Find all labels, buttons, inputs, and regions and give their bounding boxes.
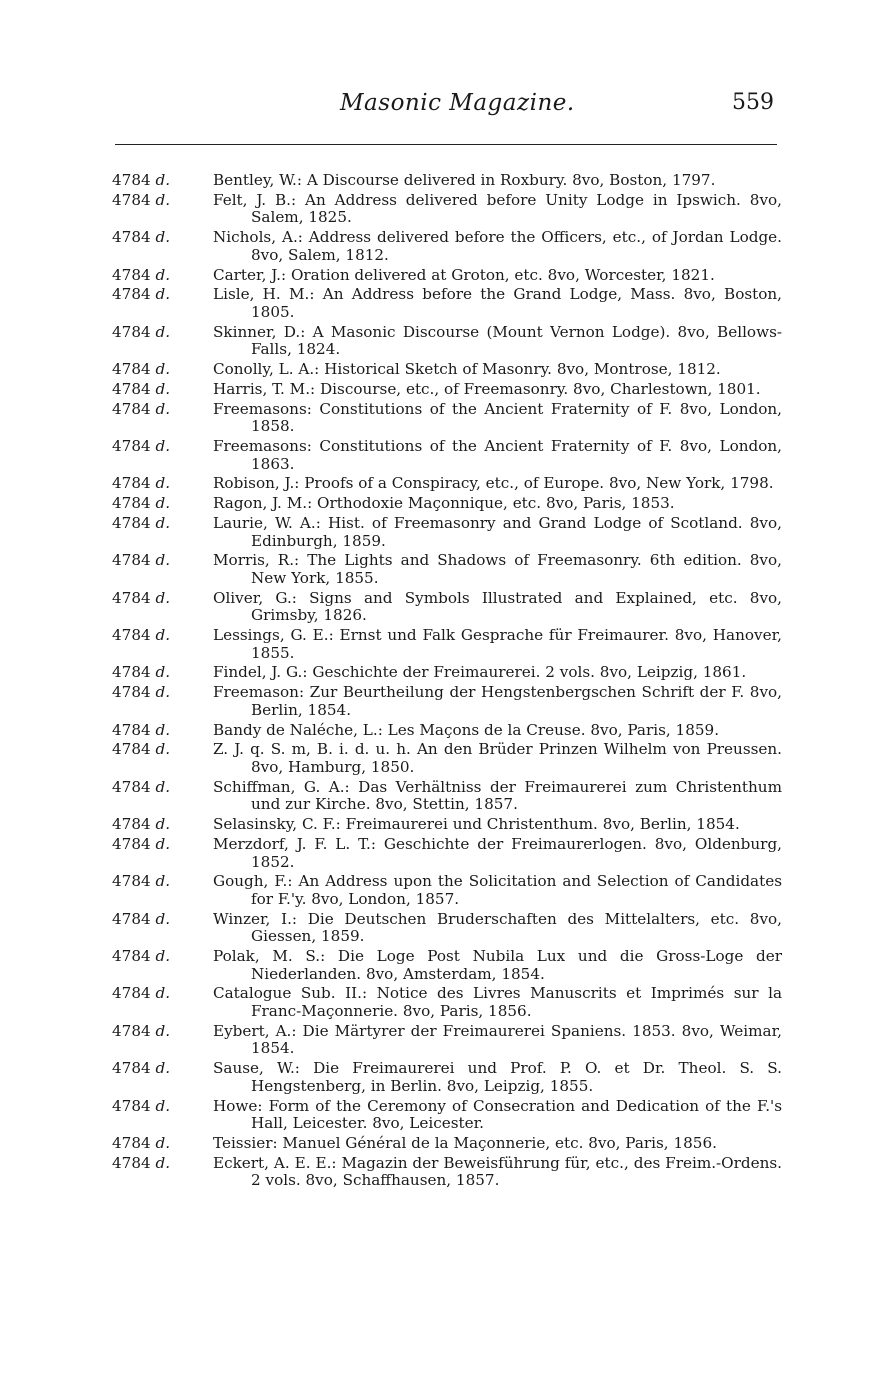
entry-number — [112, 911, 202, 929]
entry-number — [112, 324, 202, 342]
entry-number-value: 4784 — [112, 437, 151, 455]
entry-number-value: 4784 — [112, 513, 151, 532]
catalogue-entry — [112, 515, 782, 550]
entry-text: Bentley, W.: A Discourse delivered in Roxbury. 8vo, Boston, 1797. — [213, 171, 716, 189]
entry-number-suffix: d. — [155, 872, 171, 891]
entry-text: Robison, J.: Proofs of a Conspiracy, etc., of Europe. 8vo, New York, 1798. — [213, 474, 774, 493]
entry-number — [112, 192, 202, 210]
catalogue-entry — [112, 401, 782, 436]
entry-number — [112, 985, 202, 1003]
entry-number-suffix: d. — [155, 474, 171, 493]
entry-number-value: 4784 — [112, 285, 151, 304]
entry-number-value: 4784 — [112, 663, 151, 682]
entry-text: Howe: Form of the Ceremony of Consecration and Dedication of the F.'s Hall, Leicester. 8vo, Leicester. — [213, 1096, 782, 1133]
entry-number — [112, 816, 202, 834]
entry-text: Selasinsky, C. F.: Freimaurerei und Christenthum. 8vo, Berlin, 1854. — [213, 815, 740, 834]
entry-number-value: 4784 — [112, 228, 151, 247]
entry-number-suffix: d. — [155, 285, 171, 304]
entry-number — [112, 286, 202, 304]
catalogue-entry — [112, 1155, 782, 1190]
catalogue-entry — [112, 475, 782, 493]
entry-number-value: 4784 — [112, 1133, 151, 1152]
entry-number — [112, 172, 202, 190]
entry-number-value: 4784 — [112, 171, 151, 189]
entry-number-value: 4784 — [112, 588, 151, 607]
entry-text: Felt, J. B.: An Address delivered before Unity Lodge in Ipswich. 8vo, Salem, 1825. — [213, 190, 782, 227]
entry-number — [112, 684, 202, 702]
entry-number-suffix: d. — [155, 777, 171, 796]
entry-number — [112, 948, 202, 966]
entry-number — [112, 495, 202, 513]
entry-number — [112, 873, 202, 891]
catalogue-entry — [112, 192, 782, 227]
entry-text: Z. J. q. S. m, B. i. d. u. h. An den Brüder Prinzen Wilhelm von Preussen. 8vo, Hamburg, 1850. — [213, 740, 782, 776]
entry-number — [112, 741, 202, 759]
entry-text: Conolly, L. A.: Historical Sketch of Masonry. 8vo, Montrose, 1812. — [213, 360, 721, 379]
entry-number — [112, 229, 202, 247]
entry-number-suffix: d. — [155, 190, 171, 209]
catalogue-entry — [112, 948, 782, 983]
catalogue-entry — [112, 722, 782, 740]
entry-text: Winzer, I.: Die Deutschen Bruderschaften des Mittelalters, etc. 8vo, Giessen, 1859. — [213, 909, 782, 946]
entry-text: Carter, J.: Oration delivered at Groton, etc. 8vo, Worcester, 1821. — [213, 265, 715, 284]
entry-number-suffix: d. — [155, 663, 171, 682]
catalogue-entry — [112, 552, 782, 587]
entry-text: Lessings, G. E.: Ernst und Falk Gesprache für Freimaurer. 8vo, Hanover, 1855. — [213, 626, 782, 662]
entry-number-suffix: d. — [155, 720, 171, 739]
catalogue-entry — [112, 1060, 782, 1095]
entry-number-suffix: d. — [155, 815, 171, 834]
entry-number-suffix: d. — [155, 399, 171, 418]
entry-text: Laurie, W. A.: Hist. of Freemasonry and Grand Lodge of Scotland. 8vo, Edinburgh, 1859. — [213, 513, 782, 550]
catalogue-entry — [112, 627, 782, 662]
catalogue-entry — [112, 684, 782, 719]
catalogue-entry — [112, 1023, 782, 1058]
entry-number-value: 4784 — [112, 494, 151, 513]
entry-text: Eybert, A.: Die Märtyrer der Freimaurerei Spaniens. 1853. 8vo, Weimar, 1854. — [213, 1021, 782, 1058]
entry-number-suffix: d. — [155, 265, 171, 284]
entry-number-value: 4784 — [112, 815, 151, 834]
entry-text: Freemasons: Constitutions of the Ancient Fraternity of F. 8vo, London, 1858. — [213, 399, 782, 436]
entry-number-suffix: d. — [155, 984, 171, 1003]
entry-number-suffix: d. — [155, 437, 171, 455]
entry-text: Schiffman, G. A.: Das Verhältniss der Freimaurerei zum Christenthum und zur Kirche. 8vo, Stettin, 1857. — [213, 777, 782, 814]
catalogue-entry — [112, 286, 782, 321]
catalogue-entry — [112, 267, 782, 285]
entry-number-value: 4784 — [112, 984, 151, 1003]
entry-number-value: 4784 — [112, 399, 151, 418]
magazine-title: Masonic Magazine. — [340, 90, 575, 116]
entry-text: Nichols, A.: Address delivered before the Officers, etc., of Jordan Lodge. 8vo, Salem, 1812. — [213, 228, 782, 264]
catalogue-entry — [112, 438, 782, 473]
entry-number — [112, 1060, 202, 1078]
catalogue-entry — [112, 664, 782, 682]
entry-number-value: 4784 — [112, 265, 151, 284]
entry-number — [112, 438, 202, 456]
catalogue-entry — [112, 911, 782, 946]
entry-number-suffix: d. — [155, 740, 171, 759]
entry-number-suffix: d. — [155, 909, 171, 928]
entry-number-suffix: d. — [155, 626, 171, 645]
entry-text: Harris, T. M.: Discourse, etc., of Freemasonry. 8vo, Charlestown, 1801. — [213, 379, 761, 398]
entry-number-value: 4784 — [112, 379, 151, 398]
entry-number-suffix: d. — [155, 228, 171, 247]
entry-text: Polak, M. S.: Die Loge Post Nubila Lux und die Gross-Loge der Niederlanden. 8vo, Amsterdam, 1854. — [213, 947, 782, 983]
entry-number-suffix: d. — [155, 551, 171, 570]
entry-number-suffix: d. — [155, 494, 171, 513]
entry-number-suffix: d. — [155, 1021, 171, 1040]
entry-number — [112, 381, 202, 399]
entry-number-value: 4784 — [112, 720, 151, 739]
entry-number-value: 4784 — [112, 740, 151, 759]
catalogue-entry — [112, 381, 782, 399]
catalogue-entry — [112, 1098, 782, 1133]
entry-number-value: 4784 — [112, 551, 151, 570]
catalogue-entry — [112, 1135, 782, 1153]
entry-number-value: 4784 — [112, 474, 151, 493]
entry-number-value: 4784 — [112, 909, 151, 928]
entry-number-suffix: d. — [155, 947, 171, 966]
entry-number-value: 4784 — [112, 872, 151, 891]
entry-number-suffix: d. — [155, 171, 171, 189]
entry-number-value: 4784 — [112, 626, 151, 645]
catalogue-entry — [112, 495, 782, 513]
catalogue-entry — [112, 229, 782, 264]
entry-text: Freemason: Zur Beurtheilung der Hengstenbergschen Schrift der F. 8vo, Berlin, 1854. — [213, 683, 782, 719]
entry-number-suffix: d. — [155, 1133, 171, 1152]
entry-text: Lisle, H. M.: An Address before the Grand Lodge, Mass. 8vo, Boston, 1805. — [213, 285, 782, 321]
entry-number-value: 4784 — [112, 360, 151, 379]
entry-number — [112, 1155, 202, 1173]
entry-number — [112, 552, 202, 570]
entry-number — [112, 401, 202, 419]
entry-number-suffix: d. — [155, 360, 171, 379]
entry-number — [112, 1023, 202, 1041]
entry-number-suffix: d. — [155, 1096, 171, 1115]
entry-text: Freemasons: Constitutions of the Ancient Fraternity of F. 8vo, London, 1863. — [213, 437, 782, 473]
catalogue-entry — [112, 361, 782, 379]
entry-number — [112, 664, 202, 682]
entry-text: Findel, J. G.: Geschichte der Freimaurerei. 2 vols. 8vo, Leipzig, 1861. — [213, 663, 747, 682]
entry-number-value: 4784 — [112, 777, 151, 796]
entry-number-value: 4784 — [112, 1096, 151, 1115]
entry-number — [112, 1098, 202, 1116]
catalogue-list — [112, 172, 782, 1192]
entry-number-value: 4784 — [112, 1021, 151, 1040]
entry-text: Oliver, G.: Signs and Symbols Illustrated and Explained, etc. 8vo, Grimsby, 1826. — [213, 588, 782, 625]
entry-number — [112, 267, 202, 285]
header-rule — [115, 144, 777, 145]
entry-number-suffix: d. — [155, 513, 171, 532]
entry-text: Catalogue Sub. II.: Notice des Livres Manuscrits et Imprimés sur la Franc-Maçonnerie. 8vo, Paris, 1856. — [213, 984, 782, 1020]
entry-number — [112, 627, 202, 645]
catalogue-entry — [112, 873, 782, 908]
catalogue-entry — [112, 172, 782, 190]
entry-text: Teissier: Manuel Général de la Maçonnerie, etc. 8vo, Paris, 1856. — [213, 1133, 717, 1152]
entry-text: Merzdorf, J. F. L. T.: Geschichte der Freimaurerlogen. 8vo, Oldenburg, 1852. — [213, 834, 782, 871]
entry-number — [112, 836, 202, 854]
catalogue-entry — [112, 324, 782, 359]
catalogue-entry — [112, 741, 782, 776]
catalogue-entry — [112, 779, 782, 814]
entry-text: Morris, R.: The Lights and Shadows of Freemasonry. 6th edition. 8vo, New York, 1855. — [213, 551, 782, 587]
entry-number — [112, 361, 202, 379]
catalogue-entry — [112, 836, 782, 871]
catalogue-entry — [112, 816, 782, 834]
entry-number-value: 4784 — [112, 683, 151, 702]
entry-number-value: 4784 — [112, 190, 151, 209]
entry-text: Gough, F.: An Address upon the Solicitation and Selection of Candidates for F.'y. 8vo, London, 1857. — [213, 872, 782, 908]
entry-number-value: 4784 — [112, 1153, 151, 1172]
catalogue-entry — [112, 985, 782, 1020]
entry-text: Ragon, J. M.: Orthodoxie Maçonnique, etc. 8vo, Paris, 1853. — [213, 494, 675, 513]
entry-number-value: 4784 — [112, 947, 151, 966]
entry-number — [112, 515, 202, 533]
entry-number-suffix: d. — [155, 322, 171, 341]
catalogue-entry — [112, 590, 782, 625]
entry-text: Skinner, D.: A Masonic Discourse (Mount Vernon Lodge). 8vo, Bellows-Falls, 1824. — [213, 322, 782, 359]
entry-number-value: 4784 — [112, 322, 151, 341]
entry-number — [112, 590, 202, 608]
entry-text: Bandy de Naléche, L.: Les Maçons de la Creuse. 8vo, Paris, 1859. — [213, 720, 720, 739]
entry-number-suffix: d. — [155, 683, 171, 702]
entry-number-value: 4784 — [112, 1059, 151, 1078]
entry-number-suffix: d. — [155, 834, 171, 853]
entry-number — [112, 722, 202, 740]
entry-number-value: 4784 — [112, 834, 151, 853]
running-header — [0, 90, 896, 126]
entry-text: Eckert, A. E. E.: Magazin der Beweisführung für, etc., des Freim.-Ordens. 2 vols. 8vo, Schaffhausen, 1857. — [213, 1153, 782, 1190]
page-number: 559 — [732, 90, 774, 115]
entry-number — [112, 779, 202, 797]
entry-number-suffix: d. — [155, 1059, 171, 1078]
entry-number-suffix: d. — [155, 379, 171, 398]
entry-text: Sause, W.: Die Freimaurerei und Prof. P. O. et Dr. Theol. S. S. Hengstenberg, in Berlin. 8vo, Leipzig, 1855. — [213, 1059, 782, 1095]
entry-number-suffix: d. — [155, 1153, 171, 1172]
entry-number — [112, 1135, 202, 1153]
entry-number — [112, 475, 202, 493]
entry-number-suffix: d. — [155, 588, 171, 607]
